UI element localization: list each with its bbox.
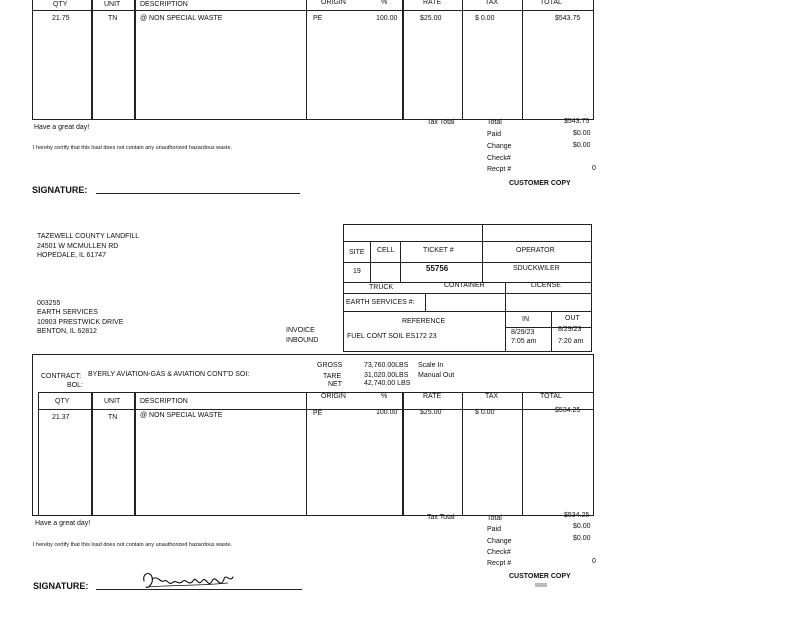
col-header-qty: QTY (55, 398, 70, 405)
paid-value: $0.00 (573, 523, 591, 530)
col-header-tax: TAX (485, 0, 499, 6)
in-date: 8/29/23 (511, 329, 535, 336)
stamp-smudge (535, 583, 547, 587)
landfill-address2: HOPEDALE, IL 61747 (37, 252, 107, 259)
line-description: @ NON SPECIAL WASTE (140, 412, 223, 419)
line-unit: TN (108, 15, 118, 22)
line-rate: $25.00 (420, 409, 442, 416)
col-header-unit: UNIT (104, 1, 121, 8)
col-header-total: TOTAL (540, 393, 562, 400)
customer-copy-label: CUSTOMER COPY (509, 180, 571, 187)
check-label: Check# (487, 549, 511, 556)
line-pct: 100.00 (376, 409, 398, 416)
contract-label: CONTRACT: (41, 373, 82, 380)
paid-label: Paid (487, 526, 502, 533)
check-label: Check# (487, 155, 511, 162)
receipt-label: Recpt # (487, 560, 512, 567)
in-label: IN (522, 316, 529, 323)
signature-line (96, 193, 300, 194)
signature-label: SIGNATURE: (33, 581, 89, 591)
col-header-unit: UNIT (104, 398, 121, 405)
top-header-divider (32, 10, 594, 11)
ticket-number: 55756 (426, 264, 449, 273)
line-qty: 21.75 (52, 15, 70, 22)
contract-value: BYERLY AVIATION-GAS & AVIATION CONT'D SOI: (88, 371, 250, 378)
col-header-origin: ORIGIN (321, 0, 346, 6)
line-unit: TN (108, 414, 118, 421)
tax-total-label: Tax Total (427, 119, 455, 126)
col-header-description: DESCRIPTION (140, 1, 188, 8)
col-header-rate: RATE (423, 393, 442, 400)
bol-label: BOL: (67, 382, 83, 389)
gross-note: Scale In (418, 362, 444, 369)
tare-note: Manual Out (418, 372, 455, 379)
line-pct: 100.00 (376, 15, 398, 22)
line-origin: PE (313, 15, 323, 22)
out-date: 8/29/23 (558, 326, 582, 333)
col-header-rate: RATE (423, 0, 442, 6)
receipt-value: 0 (592, 558, 596, 565)
gross-value: 73,760.00LBS (364, 362, 409, 369)
line-description: @ NON SPECIAL WASTE (140, 15, 223, 22)
cell-label: CELL (377, 247, 395, 254)
col-header-origin: ORIGIN (321, 393, 346, 400)
handwritten-signature (138, 567, 238, 593)
customer-name: EARTH SERVICES (37, 309, 98, 316)
license-label: LICENSE (531, 282, 561, 289)
greeting: Have a great day! (34, 124, 90, 131)
col-header-qty: QTY (53, 1, 68, 8)
change-label: Change (487, 143, 512, 150)
container-label: CONTAINER (444, 282, 485, 289)
line-tax: $ 0.00 (475, 15, 495, 22)
tare-label: TARE (323, 373, 342, 380)
change-label: Change (487, 538, 512, 545)
out-time: 7:20 am (558, 338, 584, 345)
line-total: $543.75 (555, 15, 581, 22)
receipt-value: 0 (592, 165, 596, 172)
site-value: 19 (353, 268, 361, 275)
tare-value: 31,020.00LBS (364, 372, 409, 379)
reference-value: FUEL CONT SOIL ES172 23 (347, 333, 437, 340)
tax-total-label: Tax Total (427, 514, 455, 521)
reference-label: REFERENCE (402, 318, 446, 325)
change-value: $0.00 (573, 535, 591, 542)
col-header-pct: % (381, 0, 388, 6)
line-origin: PE (313, 410, 323, 417)
inbound-label: INBOUND (286, 337, 319, 344)
paid-value: $0.00 (573, 130, 591, 137)
landfill-address1: 24501 W MCMULLEN RD (37, 243, 119, 250)
line-total: $534.25 (555, 407, 581, 414)
customer-copy-label: CUSTOMER COPY (509, 573, 571, 580)
gross-label: GROSS (317, 362, 343, 369)
site-label: SITE (349, 249, 365, 256)
line-qty: 21.37 (52, 414, 70, 421)
invoice-label: INVOICE (286, 327, 315, 334)
change-value: $0.00 (573, 142, 591, 149)
customer-address2: BENTON, IL 62812 (37, 328, 97, 335)
total-label: Total (487, 515, 502, 522)
net-label: NET (328, 381, 342, 388)
customer-address1: 10903 PRESTWICK DRIVE (37, 319, 124, 326)
receipt-label: Recpt # (487, 166, 512, 173)
greeting: Have a great day! (35, 520, 91, 527)
operator-value: SDUCKWILER (513, 265, 560, 272)
line-tax: $ 0.00 (475, 409, 495, 416)
col-header-tax: TAX (485, 393, 499, 400)
in-time: 7:05 am (511, 338, 537, 345)
total-label: Total (487, 119, 502, 126)
total-value: $543.75 (564, 118, 590, 125)
truck-label: TRUCK (369, 284, 394, 291)
customer-id: 003255 (37, 300, 61, 307)
col-header-pct: % (381, 393, 388, 400)
truck-value: EARTH SERVICES #: (346, 299, 415, 306)
col-header-total: TOTAL (540, 0, 562, 6)
landfill-name: TAZEWELL COUNTY LANDFILL (37, 233, 140, 240)
operator-label: OPERATOR (516, 247, 555, 254)
signature-label: SIGNATURE: (32, 185, 88, 195)
certification-text: I hereby certify that this load does not contain any unauthorized hazardous waste. (33, 542, 233, 548)
out-label: OUT (565, 315, 580, 322)
col-header-description: DESCRIPTION (140, 398, 188, 405)
line-rate: $25.00 (420, 15, 442, 22)
certification-text: I hereby certify that this load does not contain any unauthorized hazardous waste. (33, 145, 233, 151)
ticket-label: TICKET # (423, 247, 454, 254)
paid-label: Paid (487, 131, 502, 138)
net-value: 42,740.00 LBS (364, 380, 411, 387)
total-value: $534.25 (564, 512, 590, 519)
